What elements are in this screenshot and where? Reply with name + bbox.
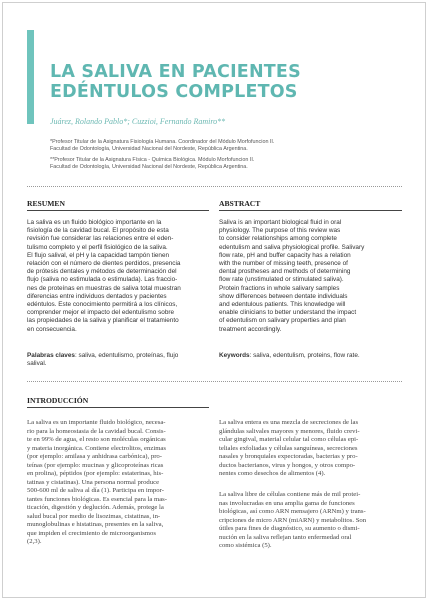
text-line: ductos bacterianos, virus y hongos, y otros compo- [219, 461, 356, 469]
text-line: flujo (saliva no estimulada o estimulada). Las fraccio- [27, 276, 178, 284]
text-line: edéntulos. Este conocimiento permitirá a los clínicos, [27, 301, 178, 309]
text-line: enable clinicians to better understand the impact [219, 309, 357, 317]
text-line: biológicas, así como ARN mensajero (ARNm) y trans- [219, 508, 366, 515]
text-line: La saliva es un fluido biológico importante en la [27, 219, 162, 226]
affiliation-line: **Profesor Titular de la Asignatura Física - Química Biológica. Módulo Morfofuncion II. [50, 157, 255, 163]
abstract-heading: ABSTRACT [219, 199, 261, 208]
keywords-value: salival. [27, 360, 47, 368]
affiliation-2 [50, 157, 254, 171]
text-line: flow rate (unstimulated or stimulated saliva). [219, 276, 344, 284]
text-line: ticación, digestión y deglución. Además, protege la [27, 504, 164, 511]
text-line: La saliva entera es una mezcla de secreciones de las [219, 419, 359, 426]
accent-bar [27, 30, 34, 124]
text-line: Protein fractions in whole salivary samples [219, 284, 340, 292]
resumen-keywords [27, 352, 178, 368]
introduccion-heading: INTRODUCCIÓN [27, 396, 89, 405]
article-title [50, 62, 390, 102]
text-line: comprender mejor el impacto del edentulismo sobre [27, 309, 175, 317]
text-line: (2,3). [27, 538, 42, 545]
text-line: to consider relationships among complete [219, 235, 337, 243]
text-line: edentulism and saliva physiological profile. Salivary [219, 243, 365, 251]
text-line: dental prostheses and methods of determining [219, 268, 351, 276]
text-line: de prótesis dentales y métodos de determinación del [27, 268, 177, 276]
resumen-heading: RESUMEN [27, 199, 65, 208]
text-line: cular gingival, material celular tal como células epi- [219, 436, 359, 443]
text-line: te en 99% de agua, el resto son moléculas orgánicas [27, 436, 166, 443]
abstract-keywords [219, 352, 360, 360]
abstract-text [219, 219, 364, 334]
text-line: treatment accordingly. [219, 325, 282, 333]
text-line: Saliva is an important biological fluid in oral [219, 219, 342, 226]
text-line: La saliva libre de células contiene más de mil protei- [219, 491, 361, 498]
intro-right-paragraph-2 [219, 491, 366, 551]
text-line: como sistémica (5). [219, 542, 272, 549]
keywords-label: Keywords [219, 352, 250, 359]
text-line: y materia inorgánica. Contiene electrolitos, enzimas [27, 444, 166, 452]
text-line: tulismo completo y el perfil fisiológico de la saliva. [27, 243, 168, 251]
text-line: rio para la homeostasia de la cavidad bucal. Consis- [27, 427, 166, 435]
text-line: flow rate, pH and buffer capacity has a relation [219, 251, 351, 259]
abstract-rule [219, 210, 402, 211]
text-line: relación con el número de dientes perdidos, presencia [27, 260, 181, 268]
text-line: teliales exfoliadas y células sanguíneas, secreciones [219, 444, 358, 452]
text-line: tatinas y cistatinas). Una persona normal produce [27, 478, 160, 486]
text-line: nución en la saliva reflejan tanto enfermedad oral [219, 533, 352, 541]
text-line: munoglobulinas e histatinas, presentes en la saliva, [27, 521, 164, 528]
text-line: revisión fue considerar las relaciones entre el eden- [27, 235, 174, 243]
text-line: que impiden el crecimiento de microorganismos [27, 529, 156, 537]
text-line: diferencias entre individuos dentados y pacientes [27, 292, 167, 300]
title-line: LA SALIVA EN PACIENTES [50, 62, 301, 82]
affiliation-line: Facultad de Odontología, Universidad Nacional del Nordeste, República Argentina. [50, 146, 248, 153]
divider-top [27, 186, 402, 187]
text-line: útiles para fines de diagnóstico, su aumento o dismi- [219, 525, 360, 532]
affiliation-line: Facultad de Odontología, Universidad Nacional del Nordeste, República Argentina. [50, 164, 248, 171]
text-line: glándulas salivales mayores y menores, fluido crevi- [219, 427, 360, 435]
resumen-text [27, 219, 181, 334]
text-line: teínas (por ejemplo: mucinas y glicoproteínas ricas [27, 461, 164, 469]
text-line: nas involucradas en una amplia gama de funciones [219, 499, 355, 507]
resumen-rule [27, 210, 209, 211]
text-line: 500-600 ml de saliva al día (1). Participa en impor- [27, 487, 164, 494]
text-line: and edentulous patients. This knowledge will [219, 301, 346, 309]
affiliation-1 [50, 139, 274, 153]
text-line: tantes funciones biológicas. Es esencial para la mas- [27, 495, 168, 503]
text-line: las propiedades de la saliva y planificar el tratamiento [27, 317, 179, 325]
text-line: (por ejemplo: amilasa y anhidrasa carbónica), pro- [27, 453, 162, 460]
keywords-value: : saliva, edentulism, proteins, flow rate. [249, 352, 360, 359]
introduccion-rule [27, 407, 209, 408]
intro-right-paragraph-1 [219, 419, 360, 479]
text-line: El flujo salival, el pH y la capacidad tampón tienen [27, 251, 170, 259]
text-line: show differences between dentate individuals [219, 292, 348, 300]
keywords-label: Palabras claves [27, 352, 75, 359]
text-line: physiology. The purpose of this review was [219, 227, 341, 235]
text-line: en consecuencia. [27, 325, 77, 333]
text-line: en prolina), péptidos (por ejemplo: estaterinas, his- [27, 470, 164, 477]
text-line: cripciones de micro ARN (miARN) y metabolitos. Son [219, 516, 367, 524]
text-line: salud bucal por medio de lisozimas, cistatinas, in- [27, 512, 161, 520]
text-line: nasales y bronquiales expectoradas, bacterias y pro- [219, 453, 358, 460]
title-line: EDÉNTULOS COMPLETOS [50, 82, 298, 102]
affiliation-line: *Profesor Titular de la Asignatura Fisiología Humana. Coordinador del Módulo Morfofuncion II. [50, 139, 275, 145]
divider-middle [27, 381, 402, 382]
intro-left-column [27, 419, 167, 547]
authors: Juárez, Rolando Pablo*; Cuzzioi, Fernando Ramiro** [50, 117, 226, 126]
text-line: fisiología de la cavidad bucal. El propósito de esta [27, 227, 169, 235]
text-line: with the number of missing teeth, presence of [219, 260, 348, 268]
keywords-value: : saliva, edentulismo, proteínas, flujo [74, 352, 179, 359]
text-line: nes de proteínas en muestras de saliva total muestran [27, 284, 181, 292]
text-line: nentes como desechos de alimentos (4). [219, 470, 326, 477]
text-line: La saliva es un importante fluido biológico, necesa- [27, 419, 166, 426]
text-line: of edentulism on salivary properties and plan [219, 317, 346, 325]
